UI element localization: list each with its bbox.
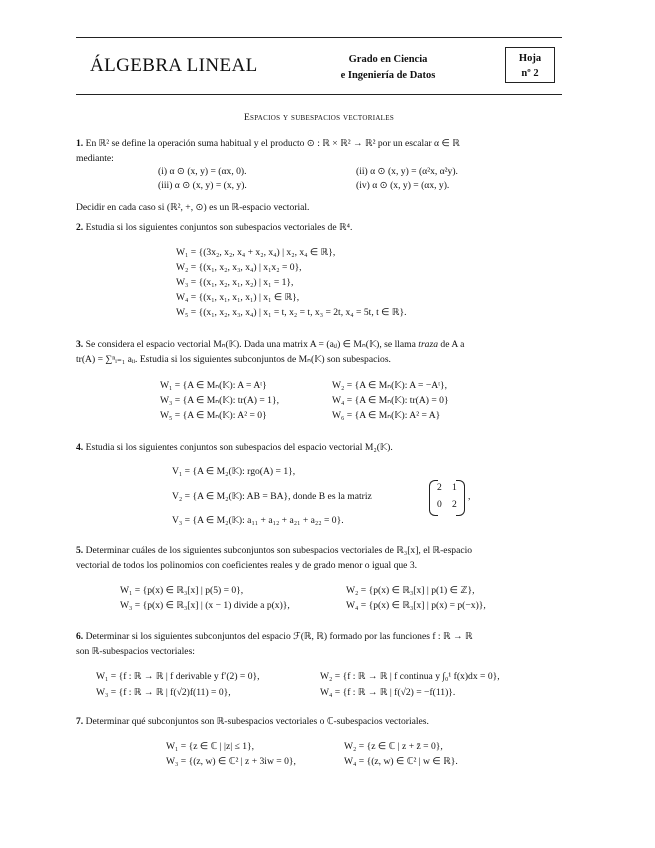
- problem-2-number: 2.: [76, 222, 84, 233]
- problem-1-text: En ℝ² se define la operación suma habitual y el producto ⊙ : ℝ × ℝ² → ℝ² por un escalar α ∈ ℝ: [85, 138, 460, 149]
- problem-5-w4: W₄ = {p(x) ∈ ℝ₃[x] | p(x) = p(−x)},: [346, 600, 486, 611]
- problem-1-item-iii: (iii) α ⊙ (x, y) = (x, y).: [158, 180, 247, 191]
- problem-6-line-2: son ℝ-subespacios vectoriales:: [76, 646, 195, 657]
- problem-6-w2: W₂ = {f : ℝ → ℝ | f continua y ∫₀¹ f(x)dx = 0},: [320, 671, 500, 682]
- problem-4-v1: V₁ = {A ∈ M₂(𝕂): rgo(A) = 1},: [172, 466, 296, 477]
- problem-5-line-2: vectorial de todos los polinomios con coeficientes reales y de grado menor o igual que 3.: [76, 560, 418, 571]
- problem-7-number: 7.: [76, 716, 84, 727]
- matrix-cell: 2: [437, 482, 442, 493]
- degree-line-1: Grado en Ciencia: [348, 54, 428, 65]
- problem-7-w4: W₄ = {(z, w) ∈ ℂ² | w ∈ ℝ}.: [344, 756, 458, 767]
- problem-1-item-i: (i) α ⊙ (x, y) = (αx, 0).: [158, 166, 247, 177]
- matrix-cell: 1: [452, 482, 457, 493]
- problem-4-text: Estudia si los siguientes conjuntos son subespacios del espacio vectorial M₂(𝕂).: [85, 442, 393, 453]
- degree-line-2: e Ingeniería de Datos: [340, 70, 436, 81]
- problem-2-set: W₃ = {(x₁, x₂, x₁, x₂) | x₁ = 1},: [176, 277, 294, 288]
- problem-5-w3: W₃ = {p(x) ∈ ℝ₃[x] | (x − 1) divide a p(x)},: [120, 600, 290, 611]
- course-title: ÁLGEBRA LINEAL: [90, 55, 258, 76]
- problem-1-number: 1.: [76, 138, 84, 149]
- problem-6-text: Determinar si los siguientes subconjuntos del espacio ℱ(ℝ, ℝ) formado por las funciones f : ℝ → ℝ: [85, 631, 473, 642]
- sheet-number: nº 2: [521, 68, 539, 79]
- problem-2-set: W₂ = {(x₁, x₂, x₃, x₄) | x₁x₂ = 0},: [176, 262, 302, 273]
- problem-5-w1: W₁ = {p(x) ∈ ℝ₃[x] | p(5) = 0},: [120, 585, 244, 596]
- problem-5-text: Determinar cuáles de los siguientes subconjuntos son subespacios vectoriales de ℝ₃[x], el ℝ-espacio: [85, 545, 473, 556]
- problem-1-line-2: mediante:: [76, 153, 114, 164]
- degree-name: [318, 52, 458, 84]
- matrix-cell: 2: [452, 499, 457, 510]
- matrix-right-paren: [456, 480, 465, 516]
- problem-2-text: Estudia si los siguientes conjuntos son subespacios vectoriales de ℝ⁴.: [85, 222, 353, 233]
- problem-6-w3: W₃ = {f : ℝ → ℝ | f(√2)f(11) = 0},: [96, 687, 231, 698]
- problem-3-text-a: Se considera el espacio vectorial Mₙ(𝕂). Dada una matrix A = (aᵢⱼ) ∈ Mₙ(𝕂), se llama: [85, 339, 419, 350]
- problem-6-number: 6.: [76, 631, 84, 642]
- problem-1-item-ii: (ii) α ⊙ (x, y) = (α²x, α²y).: [356, 166, 458, 177]
- problem-7-intro-line: [76, 716, 429, 728]
- problem-3-text-b: de A a: [438, 339, 465, 350]
- problem-7-w1: W₁ = {z ∈ ℂ | |z| ≤ 1},: [166, 741, 255, 752]
- header-top-rule: [76, 37, 562, 38]
- problem-7-w2: W₂ = {z ∈ ℂ | z + z̄ = 0},: [344, 741, 443, 752]
- problem-2-set: W₁ = {(3x₂, x₂, x₄ + x₂, x₄) | x₂, x₄ ∈ ℝ},: [176, 247, 336, 258]
- problem-3-w5: W₅ = {A ∈ Mₙ(𝕂): A² = 0}: [160, 410, 267, 421]
- problem-3-w2: W₂ = {A ∈ Mₙ(𝕂): A = −Aᵗ},: [332, 380, 448, 391]
- problem-2-intro-line: [76, 222, 352, 234]
- problem-1-line-1: [76, 138, 460, 150]
- problem-4-intro-line: [76, 442, 393, 454]
- problem-3-w4: W₄ = {A ∈ Mₙ(𝕂): tr(A) = 0}: [332, 395, 449, 406]
- matrix-cell: 0: [437, 499, 442, 510]
- problem-6-line-1: [76, 631, 473, 643]
- problem-2-set: W₄ = {(x₁, x₁, x₁, x₁) | x₁ ∈ ℝ},: [176, 292, 300, 303]
- problem-5-line-1: [76, 545, 472, 557]
- sheet-number-box: [505, 47, 555, 83]
- problem-7-w3: W₃ = {(z, w) ∈ ℂ² | z + 3iw = 0},: [166, 756, 296, 767]
- header-bottom-rule: [76, 94, 562, 95]
- problem-5-w2: W₂ = {p(x) ∈ ℝ₃[x] | p(1) ∈ ℤ},: [346, 585, 475, 596]
- problem-2-set: W₅ = {(x₁, x₂, x₃, x₄) | x₁ = t, x₂ = t, x₃ = 2t, x₄ = 5t, t ∈ ℝ}.: [176, 307, 407, 318]
- sheet-label: Hoja: [518, 53, 542, 64]
- problem-4-v2: V₂ = {A ∈ M₂(𝕂): AB = BA}, donde B es la matriz: [172, 491, 372, 502]
- problem-1-closing: Decidir en cada caso si (ℝ², +, ⊙) es un ℝ-espacio vectorial.: [76, 202, 310, 213]
- section-title: Espacios y subespacios vectoriales: [243, 113, 395, 123]
- problem-4-matrix-end: ,: [468, 491, 471, 502]
- problem-3-w6: W₆ = {A ∈ Mₙ(𝕂): A² = A}: [332, 410, 441, 421]
- problem-5-number: 5.: [76, 545, 84, 556]
- problem-3-line-1: [76, 339, 464, 351]
- problem-6-w4: W₄ = {f : ℝ → ℝ | f(√2) = −f(11)}.: [320, 687, 456, 698]
- problem-4-v3: V₃ = {A ∈ M₂(𝕂): a₁₁ + a₁₂ + a₂₁ + a₂₂ = 0}.: [172, 515, 344, 526]
- problem-6-w1: W₁ = {f : ℝ → ℝ | f derivable y f′(2) = 0},: [96, 671, 260, 682]
- problem-3-w3: W₃ = {A ∈ Mₙ(𝕂): tr(A) = 1},: [160, 395, 279, 406]
- problem-3-number: 3.: [76, 339, 84, 350]
- problem-7-text: Determinar qué subconjuntos son ℝ-subespacios vectoriales o ℂ-subespacios vectoriales.: [85, 716, 429, 727]
- problem-3-emphasis: traza: [418, 339, 439, 350]
- problem-1-item-iv: (iv) α ⊙ (x, y) = (αx, y).: [356, 180, 450, 191]
- problem-3-w1: W₁ = {A ∈ Mₙ(𝕂): A = Aᵗ}: [160, 380, 267, 391]
- problem-4-number: 4.: [76, 442, 84, 453]
- problem-3-line-2: tr(A) = ∑ⁿᵢ₌₁ aᵢᵢ. Estudia si los siguientes subconjuntos de Mₙ(𝕂) son subespacios.: [76, 354, 391, 365]
